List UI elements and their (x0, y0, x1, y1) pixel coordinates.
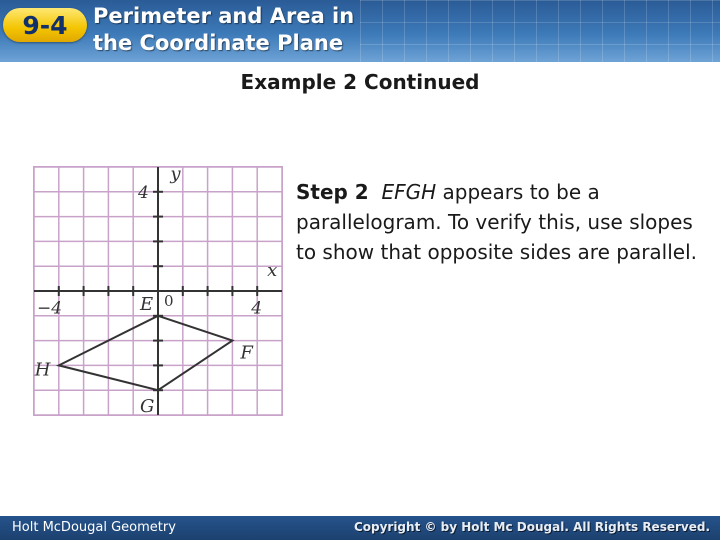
example-subtitle: Example 2 Continued (240, 70, 480, 94)
step-text (296, 177, 706, 267)
lesson-badge (3, 8, 87, 42)
y-axis-label: y (170, 167, 181, 185)
x-axis-label: x (267, 260, 278, 282)
x-tick-label-4: 4 (251, 298, 263, 319)
coordinate-graph (33, 166, 283, 416)
y-tick-label-4: 4 (138, 182, 149, 203)
parallelogram-efgh (59, 316, 233, 390)
slide-footer (0, 516, 720, 540)
origin-label: 0 (164, 291, 174, 310)
lesson-title (93, 3, 453, 57)
vertex-label-e: E (140, 293, 154, 315)
step-description: appears to be a parallelogram. To verify this, use slopes to show that opposite sides are parallel. (296, 180, 698, 264)
vertex-label-g: G (140, 396, 155, 415)
x-tick-label-neg4: −4 (37, 298, 63, 319)
vertex-label-f: F (240, 342, 253, 364)
lesson-number: 9-4 (22, 10, 68, 40)
slide-header (0, 0, 720, 62)
shape-name: EFGH (381, 180, 437, 204)
step-label: Step 2 (296, 180, 369, 204)
vertex-label-h: H (34, 359, 51, 381)
lesson-title-line2: the Coordinate Plane (93, 31, 344, 55)
coordinate-plane-svg (34, 167, 282, 415)
lesson-title-line1: Perimeter and Area in (93, 4, 355, 28)
publisher-label: Holt McDougal Geometry (12, 520, 176, 535)
copyright-notice: Copyright © by Holt Mc Dougal. All Rights Reserved. (353, 520, 710, 534)
